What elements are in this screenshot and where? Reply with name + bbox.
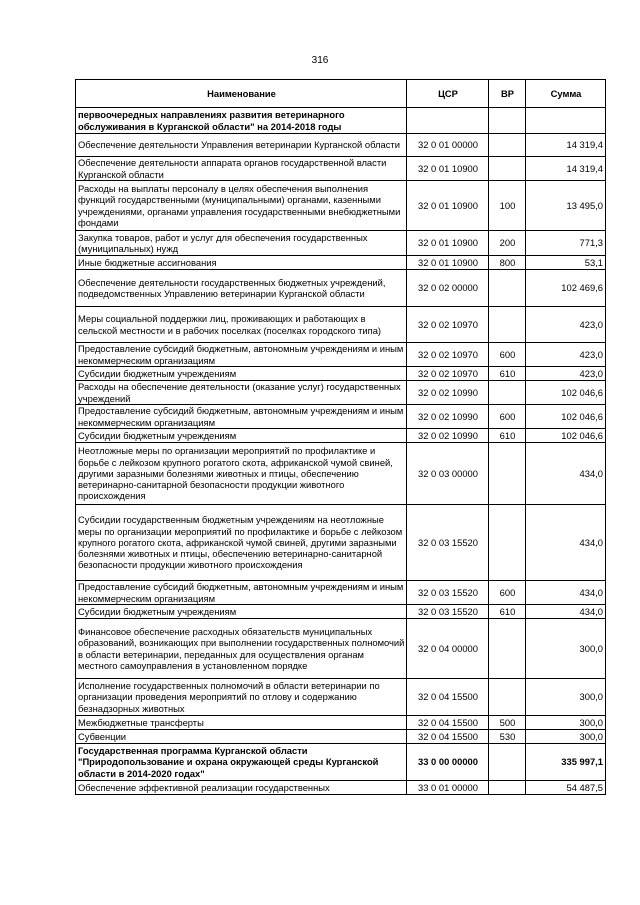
row-vr-cell: 610 bbox=[489, 429, 526, 443]
row-name-cell: Исполнение государственных полномочий в области ветеринарии по организации проведения мероприятий по отлову и содержанию безнадзорных животных bbox=[76, 679, 407, 716]
row-sum-cell: 434,0 bbox=[526, 581, 606, 605]
row-csr-cell: 32 0 04 15500 bbox=[407, 679, 489, 716]
table-row bbox=[76, 256, 606, 270]
row-sum-cell: 423,0 bbox=[526, 343, 606, 367]
budget-table bbox=[75, 79, 606, 795]
row-csr-cell bbox=[407, 108, 489, 134]
row-name-cell: Обеспечение деятельности аппарата органов государственной власти Курганской области bbox=[76, 157, 407, 181]
row-csr-cell: 32 0 02 10990 bbox=[407, 429, 489, 443]
row-sum-cell: 434,0 bbox=[526, 443, 606, 505]
row-vr-cell bbox=[489, 108, 526, 134]
table-row bbox=[76, 505, 606, 581]
row-vr-cell bbox=[489, 270, 526, 307]
table-row bbox=[76, 730, 606, 744]
row-csr-cell: 32 0 02 10990 bbox=[407, 381, 489, 405]
row-name-cell: Субвенции bbox=[76, 730, 407, 744]
row-csr-cell: 33 0 00 00000 bbox=[407, 744, 489, 781]
row-name-cell: Неотложные меры по организации мероприятий по профилактике и борьбе с лейкозом крупного рогатого скота, африканской чумой свиней, другими заразными болезнями животных и птицы, обеспечению ветеринарно-санитарной безопасности продукции животного происхождения bbox=[76, 443, 407, 505]
row-vr-cell: 500 bbox=[489, 716, 526, 730]
row-sum-cell: 434,0 bbox=[526, 505, 606, 581]
row-vr-cell bbox=[489, 781, 526, 795]
row-name-cell: Обеспечение деятельности Управления ветеринарии Курганской области bbox=[76, 134, 407, 157]
row-name-cell: Обеспечение эффективной реализации государственных bbox=[76, 781, 407, 795]
row-name-cell: Меры социальной поддержки лиц, проживающих и работающих в сельской местности и в рабочих поселках (поселках городского типа) bbox=[76, 307, 407, 343]
row-csr-cell: 32 0 01 10900 bbox=[407, 256, 489, 270]
row-csr-cell: 32 0 01 10900 bbox=[407, 181, 489, 231]
row-name-cell: Обеспечение деятельности государственных бюджетных учреждений, подведомственных Управлению ветеринарии Курганской области bbox=[76, 270, 407, 307]
row-name-cell: Межбюджетные трансферты bbox=[76, 716, 407, 730]
row-vr-cell: 100 bbox=[489, 181, 526, 231]
table-row bbox=[76, 181, 606, 231]
table-row bbox=[76, 781, 606, 795]
row-name-cell: Государственная программа Курганской области "Природопользование и охрана окружающей среды Курганской области в 2014-2020 годах" bbox=[76, 744, 407, 781]
row-sum-cell: 300,0 bbox=[526, 716, 606, 730]
row-sum-cell: 300,0 bbox=[526, 679, 606, 716]
row-name-cell: Иные бюджетные ассигнования bbox=[76, 256, 407, 270]
table-row bbox=[76, 744, 606, 781]
row-sum-cell: 102 469,6 bbox=[526, 270, 606, 307]
row-sum-cell: 102 046,6 bbox=[526, 405, 606, 429]
row-vr-cell: 530 bbox=[489, 730, 526, 744]
table-row bbox=[76, 716, 606, 730]
table-row bbox=[76, 343, 606, 367]
table-row bbox=[76, 307, 606, 343]
header-vr: ВР bbox=[489, 80, 526, 108]
row-vr-cell bbox=[489, 505, 526, 581]
row-name-cell: Расходы на обеспечение деятельности (оказание услуг) государственных учреждений bbox=[76, 381, 407, 405]
row-csr-cell: 32 0 01 00000 bbox=[407, 134, 489, 157]
row-vr-cell: 600 bbox=[489, 581, 526, 605]
row-sum-cell: 771,3 bbox=[526, 231, 606, 256]
row-name-cell: Финансовое обеспечение расходных обязательств муниципальных образований, возникающих при выполнении государственных полномочий в области ветеринарии, переданных для осуществления органам местного самоуправления в установленном порядке bbox=[76, 619, 407, 679]
row-vr-cell bbox=[489, 744, 526, 781]
row-name-cell: Предоставление субсидий бюджетным, автономным учреждениям и иным некоммерческим организациям bbox=[76, 405, 407, 429]
header-sum: Сумма bbox=[526, 80, 606, 108]
row-sum-cell: 102 046,6 bbox=[526, 381, 606, 405]
row-vr-cell bbox=[489, 381, 526, 405]
row-vr-cell bbox=[489, 443, 526, 505]
row-vr-cell: 610 bbox=[489, 605, 526, 619]
row-sum-cell: 102 046,6 bbox=[526, 429, 606, 443]
table-row bbox=[76, 157, 606, 181]
table-row bbox=[76, 679, 606, 716]
row-vr-cell: 610 bbox=[489, 367, 526, 381]
row-vr-cell bbox=[489, 619, 526, 679]
table-row bbox=[76, 367, 606, 381]
row-csr-cell: 32 0 03 15520 bbox=[407, 505, 489, 581]
page-number: 316 bbox=[311, 55, 329, 66]
table-row bbox=[76, 108, 606, 134]
row-vr-cell: 600 bbox=[489, 343, 526, 367]
row-vr-cell bbox=[489, 134, 526, 157]
row-sum-cell: 14 319,4 bbox=[526, 157, 606, 181]
row-sum-cell: 53,1 bbox=[526, 256, 606, 270]
row-csr-cell: 32 0 03 15520 bbox=[407, 581, 489, 605]
table-row bbox=[76, 443, 606, 505]
row-vr-cell bbox=[489, 307, 526, 343]
row-name-cell: Субсидии бюджетным учреждениям bbox=[76, 367, 407, 381]
row-csr-cell: 33 0 01 00000 bbox=[407, 781, 489, 795]
table-row bbox=[76, 231, 606, 256]
row-vr-cell: 800 bbox=[489, 256, 526, 270]
row-sum-cell: 54 487,5 bbox=[526, 781, 606, 795]
row-vr-cell: 600 bbox=[489, 405, 526, 429]
row-csr-cell: 32 0 04 00000 bbox=[407, 619, 489, 679]
row-name-cell: Закупка товаров, работ и услуг для обеспечения государственных (муниципальных) нужд bbox=[76, 231, 407, 256]
row-csr-cell: 32 0 04 15500 bbox=[407, 730, 489, 744]
row-sum-cell: 434,0 bbox=[526, 605, 606, 619]
row-sum-cell bbox=[526, 108, 606, 134]
header-csr: ЦСР bbox=[407, 80, 489, 108]
header-name: Наименование bbox=[76, 80, 407, 108]
row-name-cell: Расходы на выплаты персоналу в целях обеспечения выполнения функций государственными (муниципальными) органами, казенными учреждениями, органами управления государственными внебюджетными фондами bbox=[76, 181, 407, 231]
row-csr-cell: 32 0 02 10990 bbox=[407, 405, 489, 429]
row-csr-cell: 32 0 04 15500 bbox=[407, 716, 489, 730]
row-sum-cell: 300,0 bbox=[526, 730, 606, 744]
row-name-cell: Предоставление субсидий бюджетным, автономным учреждениям и иным некоммерческим организациям bbox=[76, 581, 407, 605]
table-row bbox=[76, 605, 606, 619]
row-vr-cell bbox=[489, 679, 526, 716]
row-csr-cell: 32 0 01 10900 bbox=[407, 157, 489, 181]
table-row bbox=[76, 134, 606, 157]
row-sum-cell: 423,0 bbox=[526, 367, 606, 381]
row-sum-cell: 13 495,0 bbox=[526, 181, 606, 231]
row-csr-cell: 32 0 01 10900 bbox=[407, 231, 489, 256]
row-csr-cell: 32 0 03 00000 bbox=[407, 443, 489, 505]
row-sum-cell: 335 997,1 bbox=[526, 744, 606, 781]
row-name-cell: Субсидии бюджетным учреждениям bbox=[76, 605, 407, 619]
table-header-row bbox=[76, 80, 606, 108]
row-csr-cell: 32 0 02 00000 bbox=[407, 270, 489, 307]
table-row bbox=[76, 405, 606, 429]
row-name-cell: первоочередных направлениях развития ветеринарного обслуживания в Курганской области" на 2014-2018 годы bbox=[76, 108, 407, 134]
table-row bbox=[76, 581, 606, 605]
row-vr-cell bbox=[489, 157, 526, 181]
row-name-cell: Субсидии государственным бюджетным учреждениям на неотложные меры по организации мероприятий по профилактике и борьбе с лейкозом крупного рогатого скота, африканской чумой свиней, другими заразными болезнями животных и птицы, обеспечению ветеринарно-санитарной безопасности продукции животного происхождения bbox=[76, 505, 407, 581]
row-name-cell: Предоставление субсидий бюджетным, автономным учреждениям и иным некоммерческим организациям bbox=[76, 343, 407, 367]
row-csr-cell: 32 0 02 10970 bbox=[407, 343, 489, 367]
row-csr-cell: 32 0 02 10970 bbox=[407, 307, 489, 343]
table-body bbox=[76, 108, 606, 795]
row-vr-cell: 200 bbox=[489, 231, 526, 256]
row-csr-cell: 32 0 02 10970 bbox=[407, 367, 489, 381]
row-csr-cell: 32 0 03 15520 bbox=[407, 605, 489, 619]
table-row bbox=[76, 429, 606, 443]
table-row bbox=[76, 270, 606, 307]
row-sum-cell: 300,0 bbox=[526, 619, 606, 679]
row-sum-cell: 423,0 bbox=[526, 307, 606, 343]
table-row bbox=[76, 619, 606, 679]
row-name-cell: Субсидии бюджетным учреждениям bbox=[76, 429, 407, 443]
table-row bbox=[76, 381, 606, 405]
row-sum-cell: 14 319,4 bbox=[526, 134, 606, 157]
